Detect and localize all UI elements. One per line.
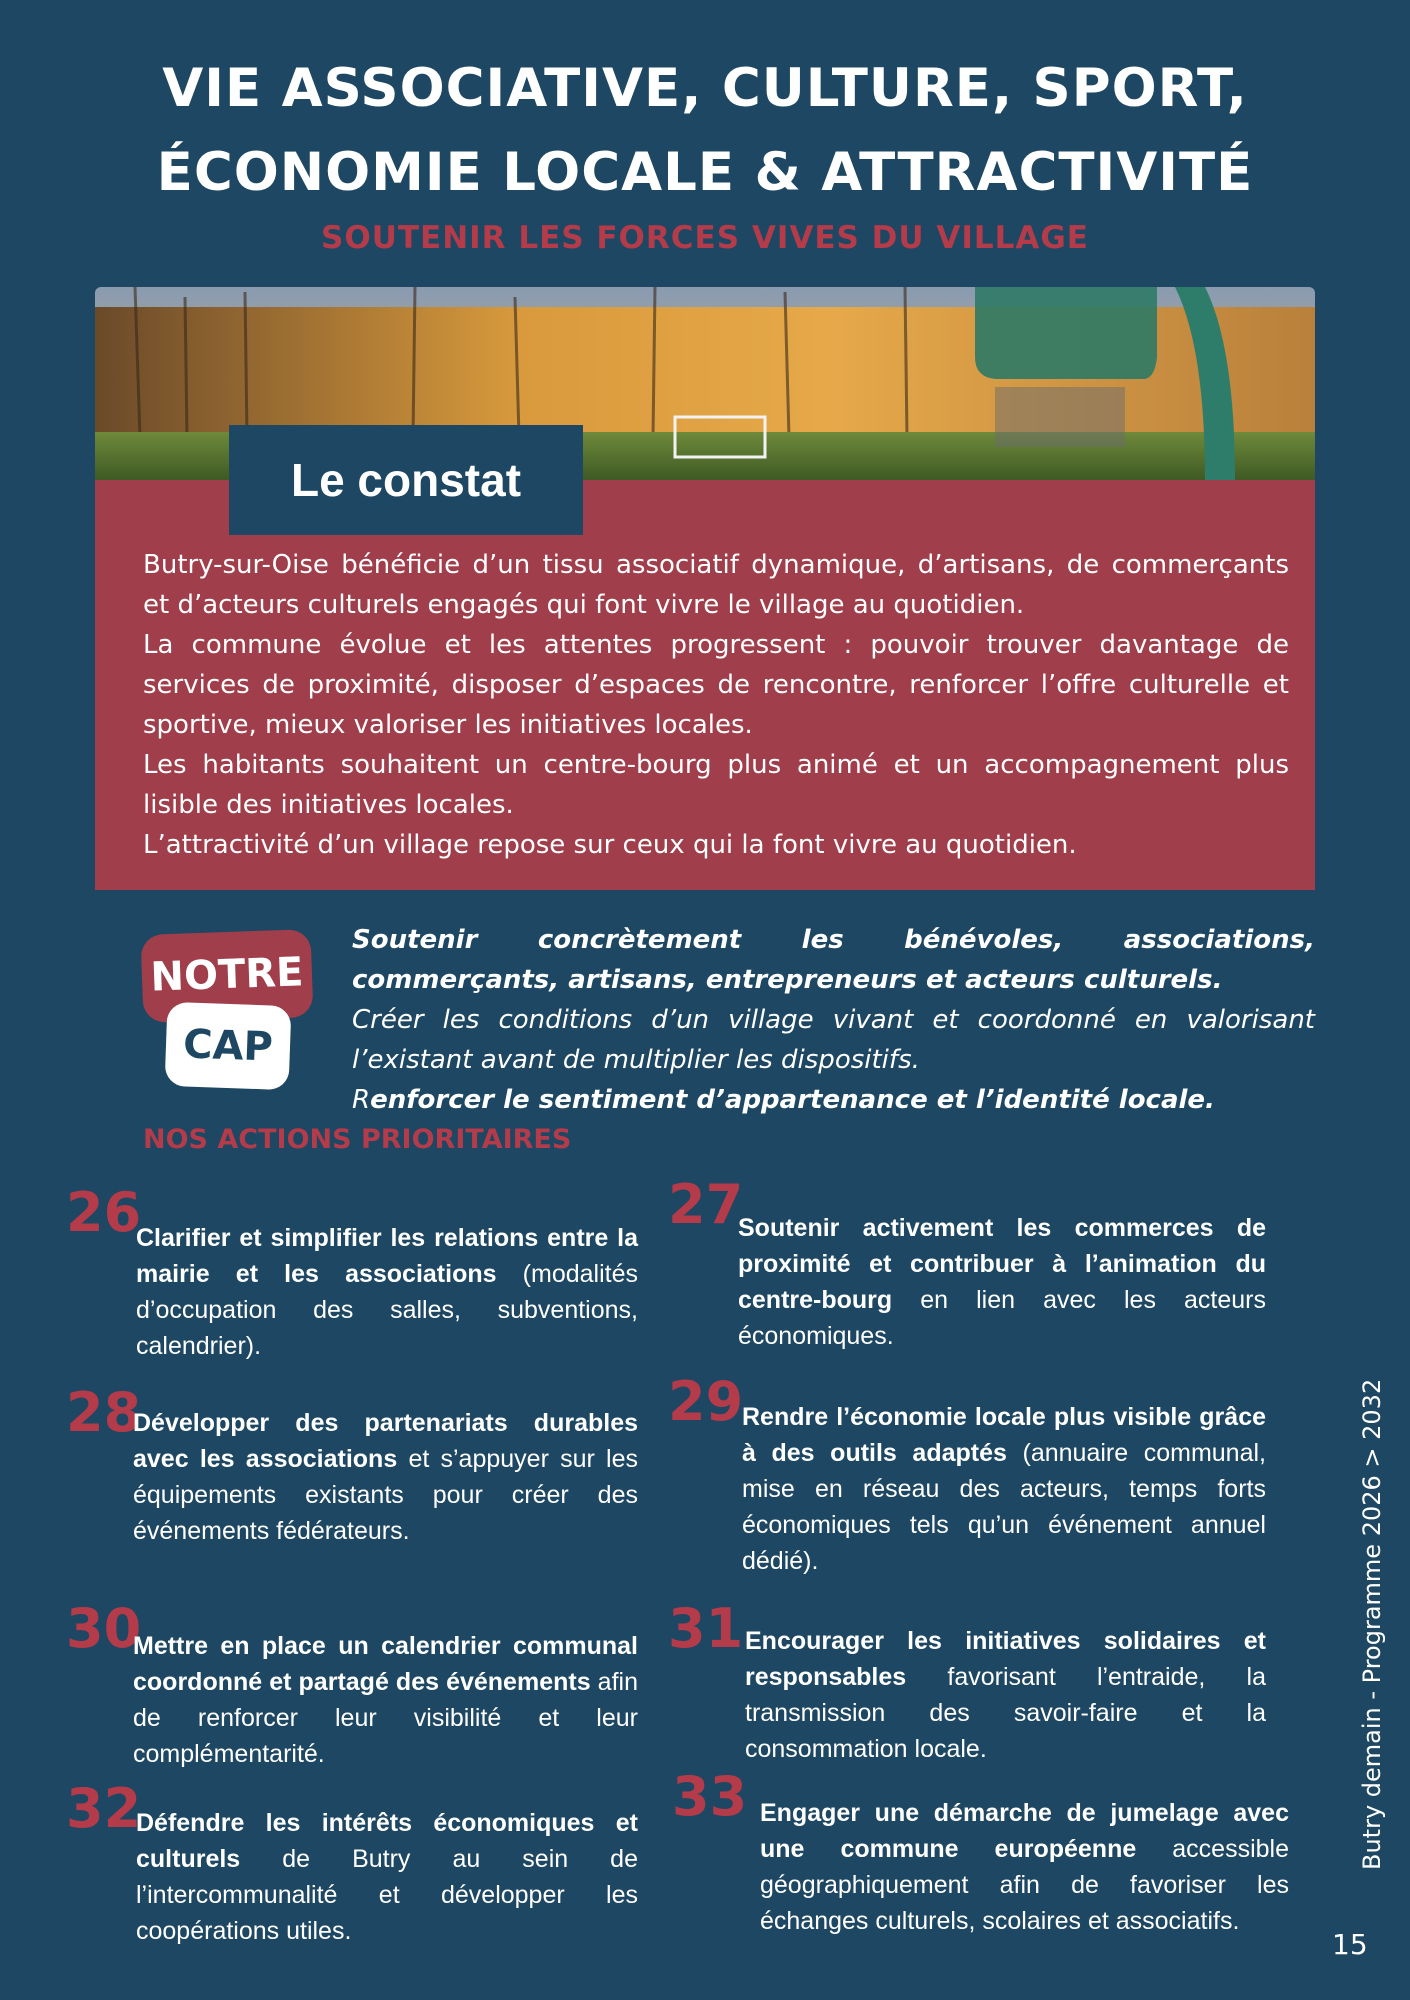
action-item [760,1795,1289,1939]
cap-line-3: enforcer le sentiment d’appartenance et l’identité locale. [370,1085,1215,1115]
action-detail: (annuaire communal, mise en réseau des acteurs, temps forts économiques tels qu’un événement annuel dédié). [742,1439,1266,1575]
page-title-line1: VIE ASSOCIATIVE, CULTURE, SPORT, [162,58,1248,119]
action-item [745,1623,1266,1767]
action-item [133,1628,638,1772]
action-detail: favorisant l’entraide, la transmission des savoir-faire et la consommation locale. [745,1663,1266,1763]
action-title: Développer des partenariats durables avec les associations [133,1409,638,1473]
badge-cap: CAP [165,1002,292,1090]
action-title: Mettre en place un calendrier communal coordonné et partagé des événements [133,1632,638,1696]
constat-text [143,545,1289,865]
action-item [136,1805,638,1949]
action-detail: en lien avec les acteurs économiques. [738,1286,1266,1350]
actions-heading: NOS ACTIONS PRIORITAIRES [143,1124,572,1155]
action-item [742,1399,1266,1579]
page-number: 15 [1332,1928,1368,1961]
action-number: 27 [668,1173,744,1236]
page-subtitle: SOUTENIR LES FORCES VIVES DU VILLAGE [321,220,1089,256]
action-title: Rendre l’économie locale plus visible grâce à des outils adaptés [742,1403,1266,1467]
action-number: 26 [66,1181,142,1244]
action-number: 33 [672,1765,748,1828]
constat-heading: Le constat [229,425,583,535]
action-item [136,1220,638,1364]
page-title-line2: ÉCONOMIE LOCALE & ATTRACTIVITÉ [156,142,1254,203]
notre-cap-badge [140,932,315,1087]
action-detail: et s’appuyer sur les équipements existants pour créer des événements fédérateurs. [133,1445,638,1545]
badge-notre: NOTRE [141,929,314,1023]
action-number: 32 [66,1777,142,1840]
action-number: 30 [66,1597,142,1660]
action-title: Défendre les intérêts économiques et culturels [136,1809,638,1873]
constat-paragraph: L’attractivité d’un village repose sur ceux qui la font vivre au quotidien. [143,830,1077,860]
program-side-label: Butry demain - Programme 2026 > 2032 [1358,1378,1386,1870]
constat-paragraph: Butry-sur-Oise bénéficie d’un tissu associatif dynamique, d’artisans, de commerçants et d’acteurs culturels engagés qui font vivre le village au quotidien. [143,550,1289,620]
action-number: 28 [66,1381,142,1444]
action-title: Encourager les initiatives solidaires et responsables [745,1627,1266,1691]
action-number: 31 [668,1597,744,1660]
action-number: 29 [668,1370,744,1433]
action-item [738,1210,1266,1354]
action-detail: de Butry au sein de l’intercommunalité et développer les coopérations utiles. [136,1845,638,1945]
cap-line-3-initial: R [352,1085,371,1115]
action-title: Soutenir activement les commerces de proximité et contribuer à l’animation du centre-bourg [738,1214,1266,1314]
cap-text [352,920,1315,1120]
action-detail: (modalités d’occupation des salles, subventions, calendrier). [136,1260,638,1360]
constat-paragraph: Les habitants souhaitent un centre-bourg plus animé et un accompagnement plus lisible des initiatives locales. [143,750,1289,820]
cap-line-1: Soutenir concrètement les bénévoles, associations, commerçants, artisans, entrepreneurs et acteurs culturels. [352,925,1315,995]
action-detail: accessible géographiquement afin de favoriser les échanges culturels, scolaires et associatifs. [760,1835,1290,1935]
action-title: Engager une démarche de jumelage avec une commune européenne [760,1799,1289,1863]
constat-paragraph: La commune évolue et les attentes progressent : pouvoir trouver davantage de services de proximité, disposer d’espaces de rencontre, renforcer l’offre culturelle et sportive, mieux valoriser les initiatives locales. [143,630,1289,740]
action-item [133,1405,638,1549]
action-title: Clarifier et simplifier les relations entre la mairie et les associations [136,1224,638,1288]
action-detail: afin de renforcer leur visibilité et leur complémentarité. [133,1668,638,1768]
cap-line-2: Créer les conditions d’un village vivant et coordonné en valorisant l’existant avant de multiplier les dispositifs. [352,1005,1315,1075]
